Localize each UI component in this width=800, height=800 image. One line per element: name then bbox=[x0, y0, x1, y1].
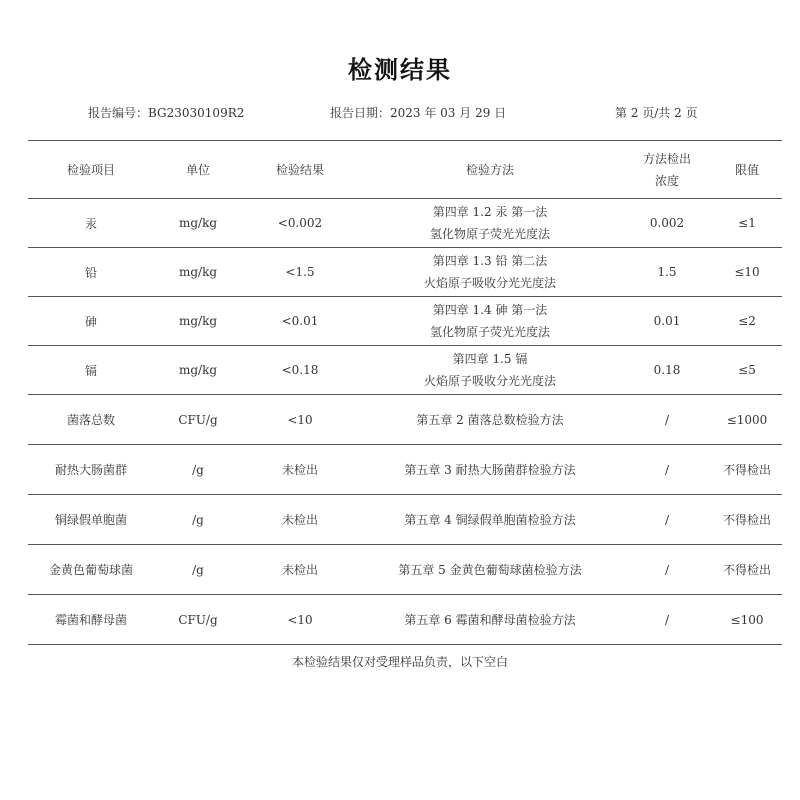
cell-detection-limit: 1.5 bbox=[622, 248, 712, 297]
header-item: 检验项目 bbox=[28, 141, 154, 199]
cell-unit: mg/kg bbox=[154, 248, 242, 297]
cell-method: 第五章 2 菌落总数检验方法 bbox=[358, 395, 622, 445]
header-detection-limit bbox=[622, 141, 712, 199]
cell-item: 砷 bbox=[28, 297, 154, 346]
cell-unit: CFU/g bbox=[154, 595, 242, 645]
table-row bbox=[28, 248, 782, 297]
cell-result: 未检出 bbox=[242, 445, 358, 495]
cell-limit: 不得检出 bbox=[712, 445, 782, 495]
cell-method bbox=[358, 297, 622, 346]
cell-method: 第五章 6 霉菌和酵母菌检验方法 bbox=[358, 595, 622, 645]
cell-limit: 不得检出 bbox=[712, 495, 782, 545]
cell-result: <10 bbox=[242, 595, 358, 645]
header-method: 检验方法 bbox=[358, 141, 622, 199]
table-header-row bbox=[28, 141, 782, 199]
cell-unit: CFU/g bbox=[154, 395, 242, 445]
page-title: 检测结果 bbox=[348, 56, 452, 84]
cell-method-line1: 第四章 1.5 镉 bbox=[452, 352, 528, 366]
cell-limit: ≤100 bbox=[712, 595, 782, 645]
cell-limit: ≤1 bbox=[712, 199, 782, 248]
footer-note: 本检验结果仅对受理样品负责，以下空白 bbox=[291, 655, 508, 669]
cell-unit: /g bbox=[154, 495, 242, 545]
cell-method-line1: 第四章 1.4 砷 第一法 bbox=[432, 303, 548, 317]
cell-method-line2: 火焰原子吸收分光光度法 bbox=[423, 374, 556, 388]
cell-method: 第五章 3 耐热大肠菌群检验方法 bbox=[358, 445, 622, 495]
table-row bbox=[28, 297, 782, 346]
cell-item: 菌落总数 bbox=[28, 395, 154, 445]
cell-method-line1: 第四章 1.2 汞 第一法 bbox=[432, 205, 548, 219]
page-number: 第 2 页/共 2 页 bbox=[615, 106, 698, 120]
cell-item: 铜绿假单胞菌 bbox=[28, 495, 154, 545]
cell-detection-limit: 0.01 bbox=[622, 297, 712, 346]
cell-method-line1: 第四章 1.3 铅 第二法 bbox=[432, 254, 548, 268]
cell-item: 镉 bbox=[28, 346, 154, 395]
cell-detection-limit: 0.18 bbox=[622, 346, 712, 395]
table-row bbox=[28, 199, 782, 248]
cell-detection-limit: / bbox=[622, 495, 712, 545]
table-row bbox=[28, 545, 782, 595]
header-result: 检验结果 bbox=[242, 141, 358, 199]
cell-detection-limit: 0.002 bbox=[622, 199, 712, 248]
cell-item: 霉菌和酵母菌 bbox=[28, 595, 154, 645]
cell-result: <1.5 bbox=[242, 248, 358, 297]
cell-result: <0.18 bbox=[242, 346, 358, 395]
cell-limit: 不得检出 bbox=[712, 545, 782, 595]
cell-item: 铅 bbox=[28, 248, 154, 297]
cell-unit: /g bbox=[154, 445, 242, 495]
results-table bbox=[28, 140, 782, 645]
table-row bbox=[28, 395, 782, 445]
cell-detection-limit: / bbox=[622, 445, 712, 495]
cell-unit: /g bbox=[154, 545, 242, 595]
cell-method: 第五章 5 金黄色葡萄球菌检验方法 bbox=[358, 545, 622, 595]
header-detection-limit-line1: 方法检出 bbox=[642, 151, 691, 166]
header-detection-limit-line2: 浓度 bbox=[654, 173, 679, 188]
cell-result: <0.01 bbox=[242, 297, 358, 346]
cell-method-line2: 氢化物原子荧光光度法 bbox=[429, 325, 550, 339]
cell-item: 汞 bbox=[28, 199, 154, 248]
table-row bbox=[28, 595, 782, 645]
cell-method: 第五章 4 铜绿假单胞菌检验方法 bbox=[358, 495, 622, 545]
cell-method bbox=[358, 346, 622, 395]
table-row bbox=[28, 495, 782, 545]
cell-limit: ≤2 bbox=[712, 297, 782, 346]
cell-method-line2: 氢化物原子荧光光度法 bbox=[429, 227, 550, 241]
cell-result: <0.002 bbox=[242, 199, 358, 248]
cell-method bbox=[358, 248, 622, 297]
cell-item: 金黄色葡萄球菌 bbox=[28, 545, 154, 595]
cell-result: 未检出 bbox=[242, 545, 358, 595]
cell-method bbox=[358, 199, 622, 248]
cell-method-line2: 火焰原子吸收分光光度法 bbox=[423, 276, 556, 290]
cell-unit: mg/kg bbox=[154, 199, 242, 248]
table-row bbox=[28, 346, 782, 395]
cell-unit: mg/kg bbox=[154, 297, 242, 346]
cell-limit: ≤10 bbox=[712, 248, 782, 297]
cell-limit: ≤5 bbox=[712, 346, 782, 395]
cell-unit: mg/kg bbox=[154, 346, 242, 395]
table-row bbox=[28, 445, 782, 495]
cell-result: <10 bbox=[242, 395, 358, 445]
cell-limit: ≤1000 bbox=[712, 395, 782, 445]
report-number: 报告编号：BG23030109R2 bbox=[88, 106, 245, 120]
cell-result: 未检出 bbox=[242, 495, 358, 545]
cell-detection-limit: / bbox=[622, 545, 712, 595]
cell-detection-limit: / bbox=[622, 595, 712, 645]
header-limit: 限值 bbox=[712, 141, 782, 199]
header-unit: 单位 bbox=[154, 141, 242, 199]
report-date: 报告日期：2023 年 03 月 29 日 bbox=[330, 106, 507, 120]
cell-detection-limit: / bbox=[622, 395, 712, 445]
cell-item: 耐热大肠菌群 bbox=[28, 445, 154, 495]
